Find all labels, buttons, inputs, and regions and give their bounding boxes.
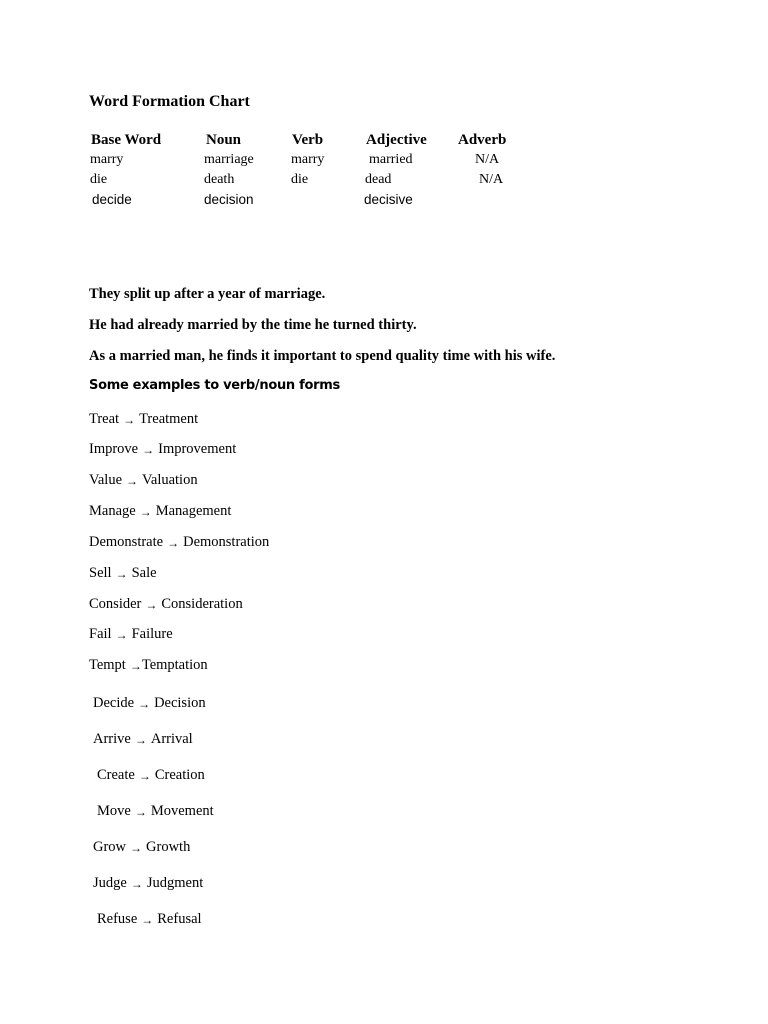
verb-word: Move: [97, 803, 131, 819]
table-cell: N/A: [479, 172, 504, 187]
verb-word: Value: [89, 472, 123, 488]
verb-word: Fail: [89, 626, 112, 642]
table-cell: marry: [291, 152, 325, 167]
verb-word: Arrive: [93, 731, 131, 747]
arrow-right-icon: →: [126, 474, 139, 488]
example-sentence: They split up after a year of marriage.: [89, 286, 326, 302]
table-header-base-word: Base Word: [91, 132, 162, 148]
noun-word: Refusal: [157, 911, 202, 927]
table-cell: die: [291, 172, 309, 187]
verb-word: Judge: [93, 875, 127, 891]
example-sentence: As a married man, he finds it important to spend quality time with his wife.: [89, 348, 556, 364]
table-cell: decision: [204, 192, 254, 207]
arrow-right-icon: →: [134, 805, 147, 819]
arrow-right-icon: →: [139, 505, 152, 519]
noun-word: Improvement: [158, 441, 237, 457]
word-pair: [89, 502, 231, 520]
word-pair: [97, 766, 205, 784]
verb-word: Treat: [89, 411, 120, 427]
noun-word: Creation: [154, 767, 205, 783]
arrow-right-icon: →: [138, 769, 151, 783]
arrow-right-icon: →: [115, 628, 128, 642]
verb-word: Tempt: [89, 657, 126, 673]
arrow-right-icon: →: [141, 913, 154, 927]
arrow-right-icon: →: [123, 413, 136, 427]
arrow-right-icon: →: [130, 877, 143, 891]
word-pair: [89, 533, 269, 551]
word-pair: [97, 802, 214, 820]
word-pair: [89, 564, 157, 582]
verb-word: Refuse: [97, 911, 138, 927]
table-header-noun: Noun: [206, 132, 242, 148]
table-cell: dead: [365, 172, 392, 187]
word-pair: [93, 838, 190, 856]
arrow-right-icon: →: [129, 659, 142, 673]
arrow-right-icon: →: [130, 841, 143, 855]
word-pair: [89, 595, 243, 613]
section-heading: Some examples to verb/noun forms: [89, 378, 340, 393]
noun-word: Movement: [150, 803, 214, 819]
word-pair: [89, 656, 208, 674]
verb-word: Decide: [93, 695, 135, 711]
table-cell: marriage: [204, 152, 254, 167]
word-pair: [93, 694, 206, 712]
word-pair: [89, 625, 173, 643]
table-header-adjective: Adjective: [366, 132, 427, 148]
verb-word: Manage: [89, 503, 136, 519]
noun-word: Growth: [146, 839, 191, 855]
arrow-right-icon: →: [145, 598, 158, 612]
noun-word: Consideration: [161, 596, 243, 612]
arrow-right-icon: →: [167, 536, 180, 550]
page-title: Word Formation Chart: [89, 93, 250, 110]
arrow-right-icon: →: [142, 443, 155, 457]
noun-word: Sale: [131, 565, 157, 581]
arrow-right-icon: →: [134, 733, 147, 747]
word-pair: [89, 440, 236, 458]
noun-word: Demonstration: [183, 534, 270, 550]
verb-word: Improve: [89, 441, 139, 457]
noun-word: Treatment: [139, 411, 199, 427]
noun-word: Arrival: [150, 731, 193, 747]
verb-word: Create: [97, 767, 135, 783]
verb-word: Grow: [93, 839, 127, 855]
table-cell: married: [369, 152, 413, 167]
word-pair: [89, 471, 198, 489]
arrow-right-icon: →: [115, 567, 128, 581]
noun-word: Judgment: [146, 875, 204, 891]
word-pair: [93, 874, 203, 892]
verb-word: Demonstrate: [89, 534, 164, 550]
table-cell: N/A: [475, 152, 500, 167]
table-cell: marry: [90, 152, 124, 167]
noun-word: Failure: [131, 626, 173, 642]
table-cell: decisive: [364, 192, 413, 207]
table-header-adverb: Adverb: [458, 132, 507, 148]
noun-word: Management: [155, 503, 232, 519]
word-pair: [97, 910, 202, 928]
table-cell: death: [204, 172, 235, 187]
verb-word: Consider: [89, 596, 142, 612]
word-pair: [93, 730, 193, 748]
noun-word: Decision: [154, 695, 206, 711]
table-cell: die: [90, 172, 108, 187]
table-cell: decide: [92, 192, 132, 207]
noun-word: Temptation: [141, 657, 208, 673]
noun-word: Valuation: [142, 472, 198, 488]
word-pair: [89, 410, 198, 428]
example-sentence: He had already married by the time he turned thirty.: [89, 317, 417, 333]
arrow-right-icon: →: [138, 697, 151, 711]
verb-word: Sell: [89, 565, 112, 581]
table-header-verb: Verb: [292, 132, 324, 148]
